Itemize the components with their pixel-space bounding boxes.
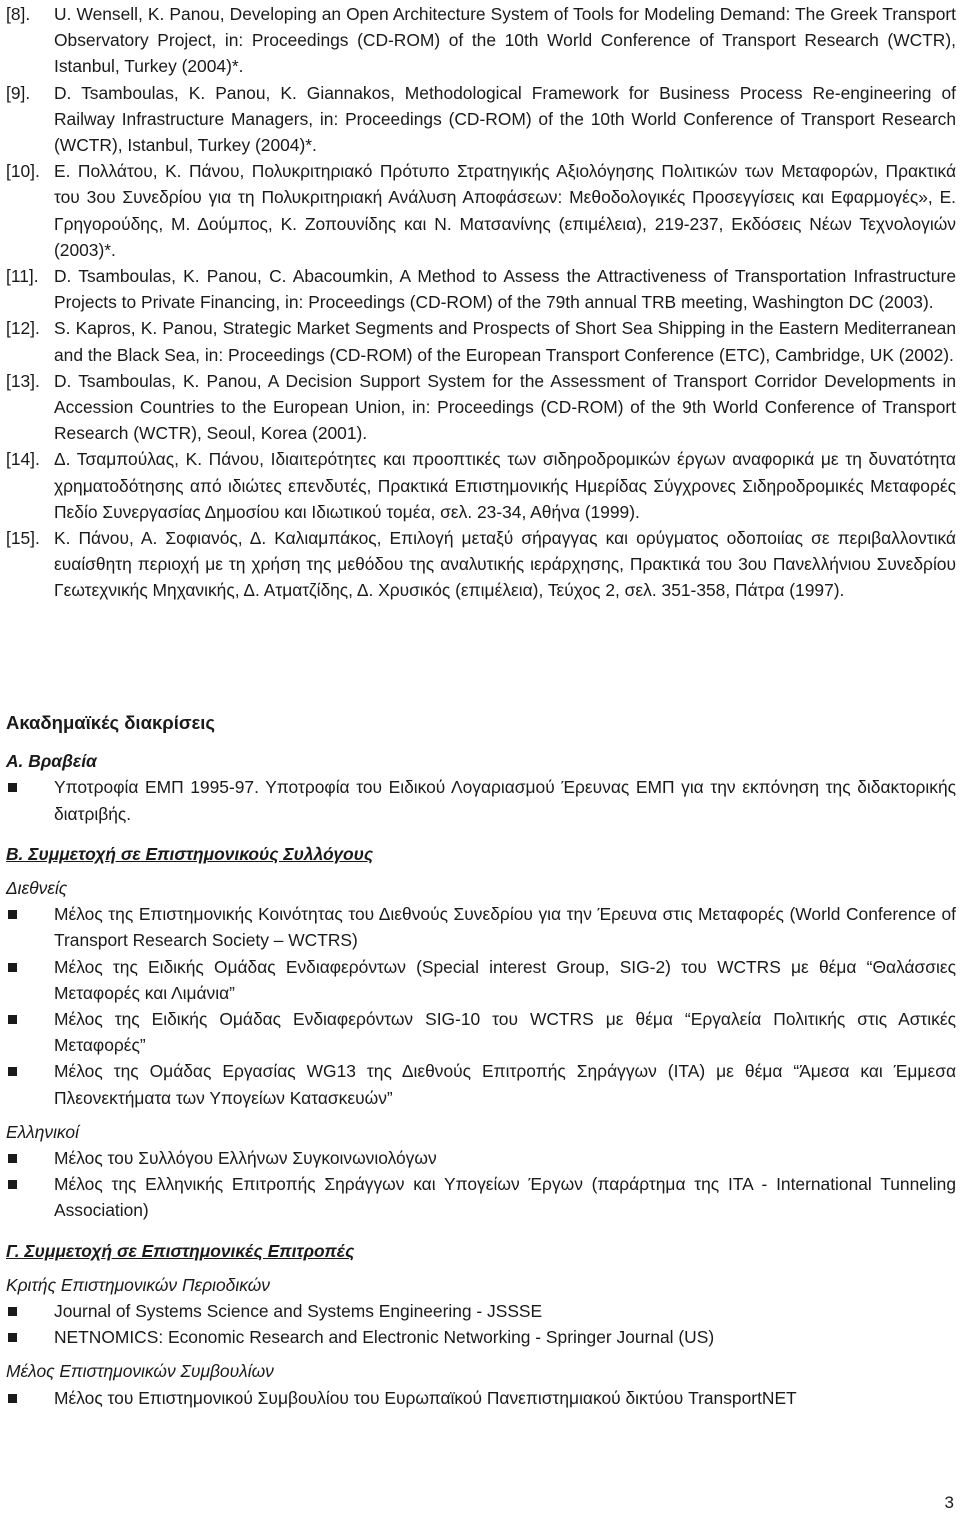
section-heading: Ακαδημαϊκές διακρίσεις: [6, 712, 216, 733]
reference-text: D. Tsamboulas, K. Panou, A Decision Support System for the Assessment of Transport Corridor Developments in Accession Countries to the European Union, in: Proceedings (CD-ROM) of the 9th World Conference of Transport Research (WCTR), Seoul, Korea (2001).: [54, 370, 956, 444]
reference-text: D. Tsamboulas, K. Panou, C. Abacoumkin, A Method to Assess the Attractiveness of Transportation Infrastructure Projects to Private Financing, in: Proceedings (CD-ROM) of the 79th annual TRB meeting, Washington DC (2003).: [54, 266, 956, 313]
reference-item: [6, 263, 956, 315]
bullet-icon: [6, 1006, 54, 1058]
reference-text: S. Kapros, K. Panou, Strategic Market Segments and Prospects of Short Sea Shipping in the Eastern Mediterranean and the Black Sea, in: Proceedings (CD-ROM) of the European Transport Conference (ETC), Cambridge, UK (2002).: [54, 318, 956, 365]
reference-number: [12].: [6, 318, 40, 339]
list-item-text: NETNOMICS: Economic Research and Electronic Networking - Springer Journal (US): [54, 1327, 715, 1348]
list-item-text: Μέλος της Επιστημονικής Κοινότητας του Διεθνούς Συνεδρίου για την Έρευνα στις Μεταφορές (World Conference of Transport Research Society – WCTRS): [54, 904, 956, 951]
list-item: [6, 1298, 956, 1324]
distinctions-section: [6, 710, 956, 1411]
list-item-text: Υποτροφία ΕΜΠ 1995-97. Υποτροφία του Ειδικού Λογαριασμού Έρευνας ΕΜΠ για την εκπόνηση της διδακτορικής διατριβής.: [54, 777, 956, 824]
reference-text: U. Wensell, K. Panou, Developing an Open Architecture System of Tools for Modeling Demand: The Greek Transport Observatory Project, in: Proceedings (CD-ROM) of the 10th World Conference of Transport Research (WCTR), Istanbul, Turkey (2004)*.: [54, 4, 956, 77]
reference-number: [9].: [6, 82, 31, 103]
list-item: [6, 901, 956, 953]
international-label: Διεθνείς: [6, 878, 68, 899]
reference-text: Δ. Τσαμπούλας, Κ. Πάνου, Ιδιαιτερότητες και προοπτικές των σιδηροδρομικών έργων αναφορικά με τη δυνατότητα χρηματοδότησης από ιδιώτες επενδυτές, Πρακτικά Επιστημονικής Ημερίδας Σύγχρονες Σιδηροδρομικές Μεταφορές Πεδίο Συνεργασίας Δημοσίου και Ιδιωτικού τομέα, σελ. 23-34, Αθήνα (1999).: [54, 449, 956, 522]
reference-number: [11].: [6, 266, 39, 287]
reference-item: [6, 158, 956, 263]
reference-item: [6, 446, 956, 525]
list-item: [6, 774, 956, 826]
reference-number: [8].: [6, 4, 31, 24]
bullet-icon: [6, 1324, 54, 1350]
list-item: [6, 1006, 956, 1058]
bullet-icon: [6, 1298, 54, 1324]
reference-text: Κ. Πάνου, Α. Σοφιανός, Δ. Καλιαμπάκος, Επιλογή μεταξύ σήραγγας και ορύγματος οδοποιίας σε περιβαλλοντικά ευαίσθητη περιοχή με τη χρήση της μεθόδου της αναλυτικής ιεράρχησης, Πρακτικά του 3ου Πανελλήνιου Συνεδρίου Γεωτεχνικής Μηχανικής, Δ. Ατματζίδης, Δ. Χρυσικός (επιμέλεια), Τεύχος 2, σελ. 351-358, Πάτρα (1997).: [54, 528, 956, 601]
list-item: [6, 954, 956, 1006]
board-label: Μέλος Επιστημονικών Συμβουλίων: [6, 1361, 274, 1382]
bullet-icon: [6, 1058, 54, 1110]
page-number: 3: [944, 1493, 954, 1512]
list-item: [6, 1324, 956, 1350]
reference-item: [6, 368, 956, 447]
list-item: [6, 1058, 956, 1110]
list-item: [6, 1385, 956, 1411]
bullet-icon: [6, 774, 54, 826]
bullet-icon: [6, 954, 54, 1006]
list-item: [6, 1171, 956, 1223]
list-item-text: Μέλος της Ειδικής Ομάδας Ενδιαφερόντων (Special interest Group, SIG-2) του WCTRS με θέμα “Θαλάσσιες Μεταφορές και Λιμάνια”: [54, 956, 956, 1003]
bullet-icon: [6, 1145, 54, 1171]
reviewer-label: Κριτής Επιστημονικών Περιοδικών: [6, 1274, 270, 1295]
awards-heading: Α. Βραβεία: [6, 751, 97, 772]
greek-label: Ελληνικοί: [6, 1121, 79, 1142]
list-item-text: Μέλος του Συλλόγου Ελλήνων Συγκοινωνιολόγων: [54, 1148, 437, 1169]
reference-item: [6, 315, 956, 367]
reference-number: [13].: [6, 370, 40, 391]
list-item-text: Μέλος της Ελληνικής Επιτροπής Σηράγγων και Υπογείων Έργων (παράρτημα της ITA - International Tunneling Association): [54, 1174, 956, 1221]
list-item-text: Μέλος της Ομάδας Εργασίας WG13 της Διεθνούς Επιτροπής Σηράγγων (ITA) με θέμα “Άμεσα και Έμμεσα Πλεονεκτήματα των Υπογείων Κατασκευών”: [54, 1061, 956, 1108]
reference-item: [6, 525, 956, 604]
reference-text: Ε. Πολλάτου, Κ. Πάνου, Πολυκριτηριακό Πρότυπο Στρατηγικής Αξιολόγησης Πολιτικών των Μεταφορών, Πρακτικά του 3ου Συνεδρίου για τη Πολυκριτηριακή Ανάλυση Αποφάσεων: Μεθοδολογικές Προσεγγίσεις και Εφαρμογές», Ε. Γρηγορούδης, Μ. Δούμπος, Κ. Ζοπουνίδης και Ν. Ματσανίνης (επιμέλεια), 219-237, Εκδόσεις Νέων Τεχνολογιών (2003)*.: [54, 161, 956, 260]
reference-text: D. Tsamboulas, K. Panou, K. Giannakos, Methodological Framework for Business Process Re-engineering of Railway Infrastructure Managers, in: Proceedings (CD-ROM) of the 10th World Conference of Transport Research (WCTR), Istanbul, Turkey (2004)*.: [54, 82, 956, 156]
committees-heading: Γ. Συμμετοχή σε Επιστημονικές Επιτροπές: [6, 1240, 355, 1261]
list-item-text: Journal of Systems Science and Systems Engineering - JSSSE: [54, 1301, 543, 1322]
reference-number: [10].: [6, 161, 40, 182]
list-item: [6, 1145, 956, 1171]
bullet-icon: [6, 1171, 54, 1223]
reference-item: [6, 1, 956, 80]
bullet-icon: [6, 901, 54, 953]
list-item-text: Μέλος του Επιστημονικού Συμβουλίου του Ευρωπαϊκού Πανεπιστημιακού δικτύου TransportNET: [54, 1387, 797, 1408]
reference-item: [6, 80, 956, 159]
societies-heading: Β. Συμμετοχή σε Επιστημονικούς Συλλόγους: [6, 843, 374, 864]
reference-list: [6, 1, 956, 604]
bullet-icon: [6, 1385, 54, 1411]
reference-number: [15].: [6, 528, 40, 549]
list-item-text: Μέλος της Ειδικής Ομάδας Ενδιαφερόντων SIG-10 του WCTRS με θέμα “Εργαλεία Πολιτικής στις Αστικές Μεταφορές”: [54, 1009, 956, 1056]
reference-number: [14].: [6, 449, 40, 470]
